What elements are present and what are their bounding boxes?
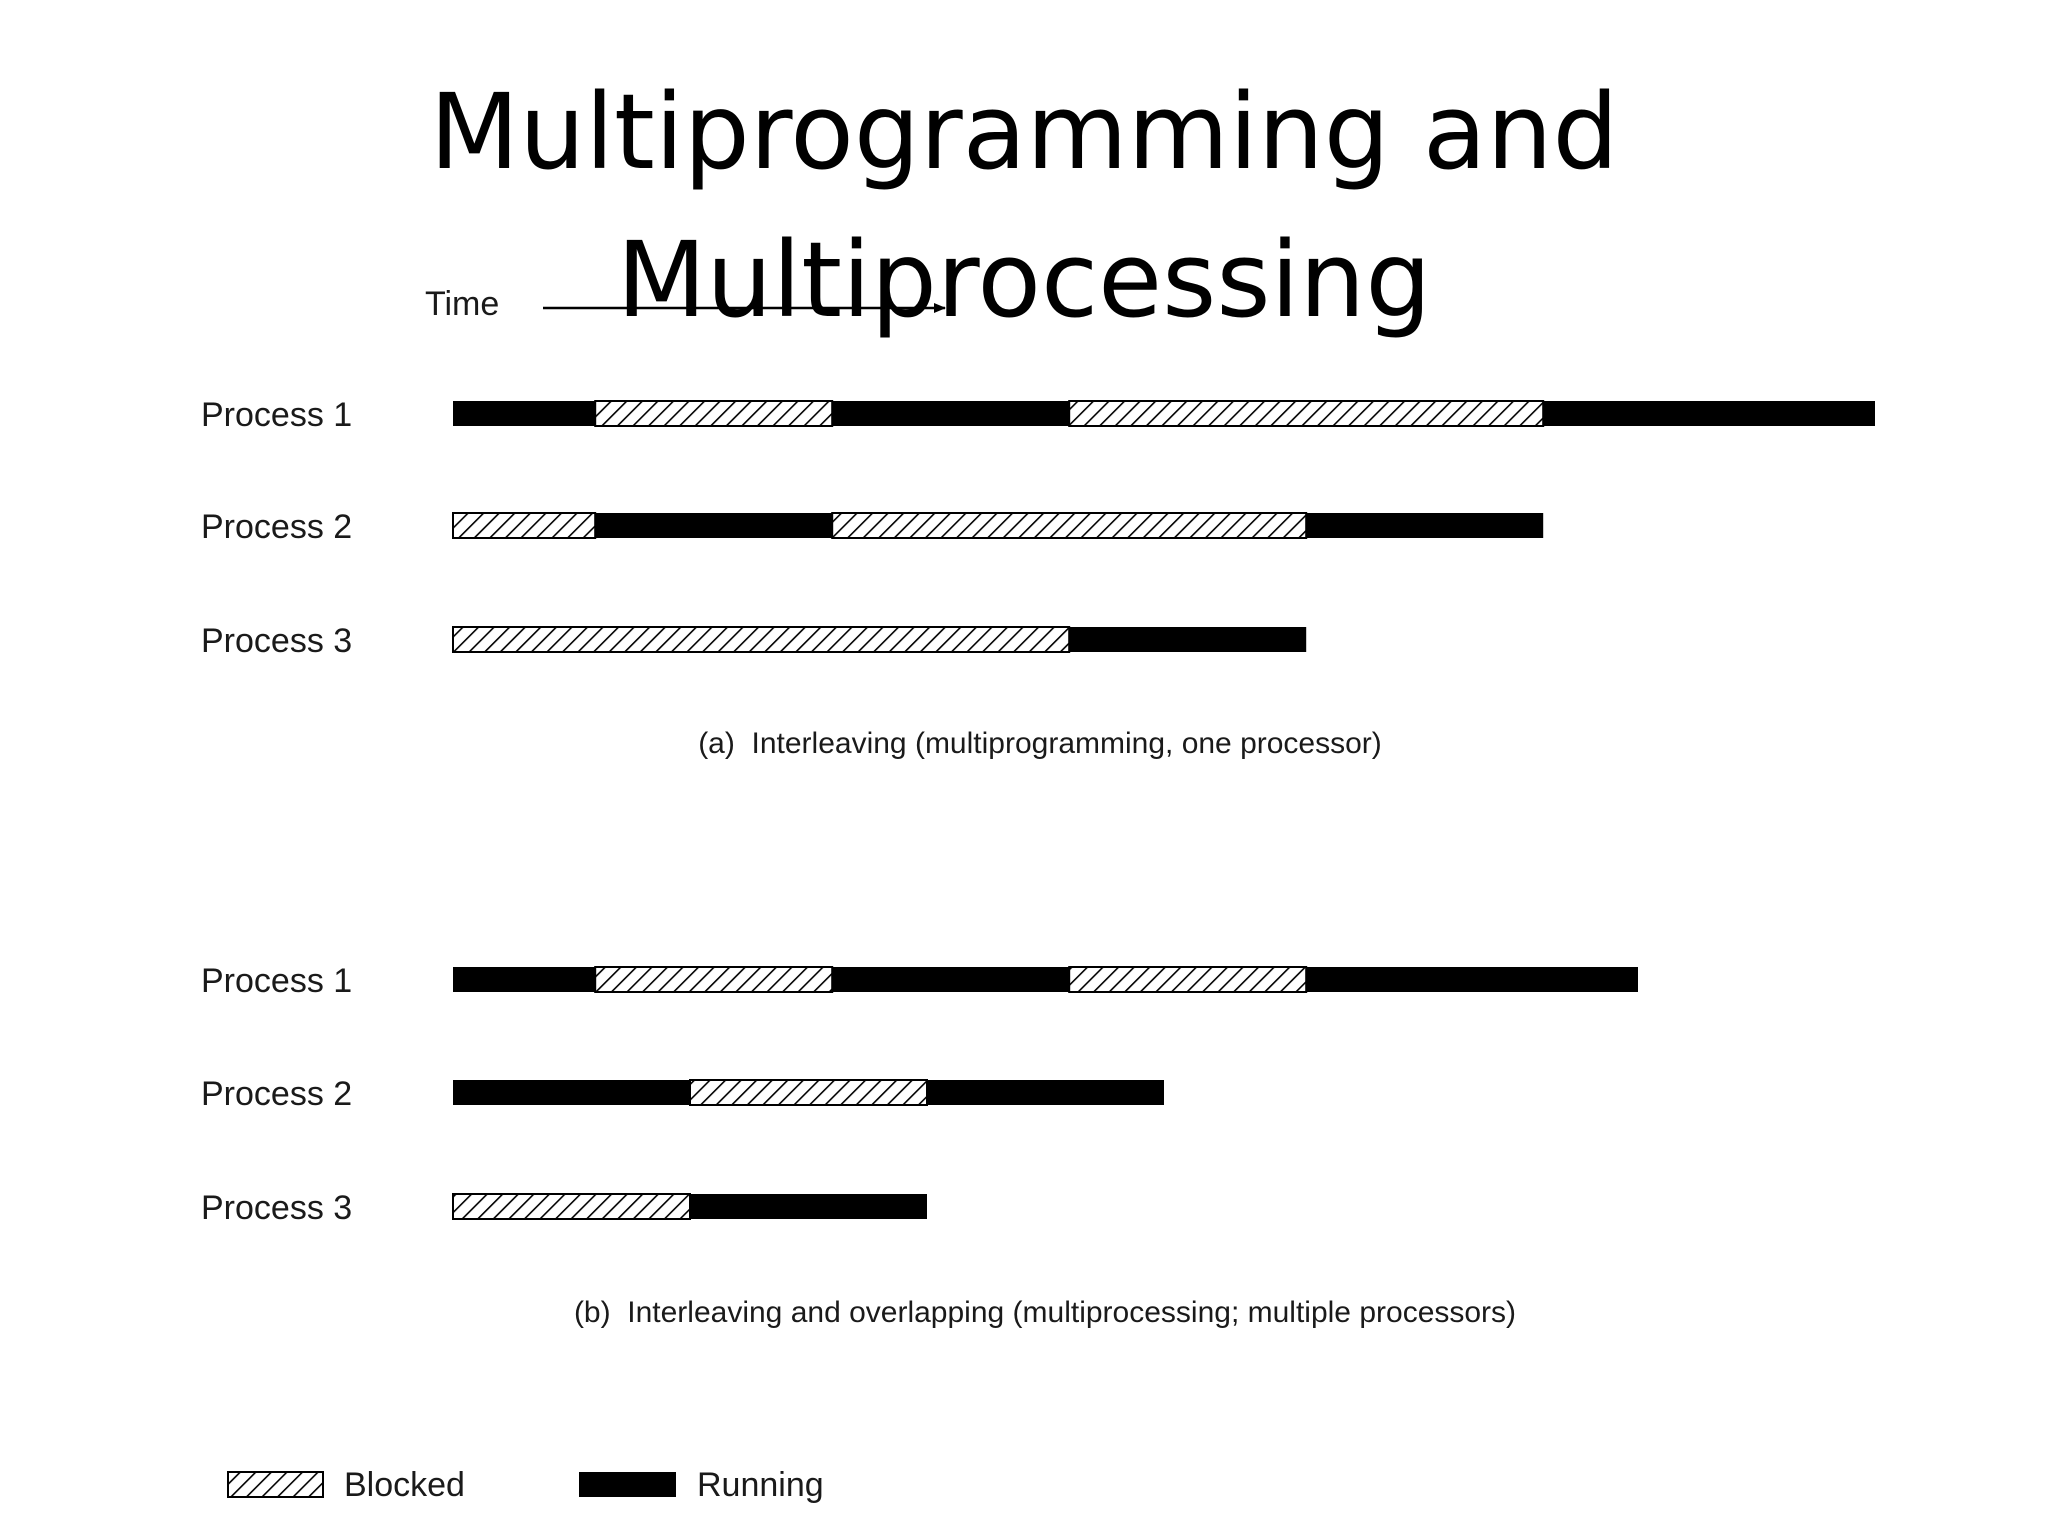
- process-label: Process 1: [201, 396, 353, 434]
- running-segment: [595, 513, 832, 538]
- panel-a-caption: (a) Interleaving (multiprogramming, one processor): [698, 727, 1382, 760]
- blocked-segment: [595, 401, 832, 426]
- running-segment: [832, 967, 1069, 992]
- legend-running-swatch: [579, 1472, 676, 1497]
- legend: [228, 1466, 824, 1504]
- running-segment: [453, 401, 595, 426]
- process-label: Process 2: [201, 508, 353, 546]
- running-segment: [1306, 967, 1638, 992]
- blocked-segment: [453, 513, 595, 538]
- blocked-segment: [1069, 401, 1543, 426]
- blocked-segment: [690, 1080, 927, 1105]
- blocked-segment: [1069, 967, 1306, 992]
- process-label: Process 2: [201, 1075, 353, 1113]
- running-segment: [690, 1194, 927, 1219]
- running-segment: [1543, 401, 1875, 426]
- panel-a: [201, 396, 1875, 760]
- running-segment: [453, 967, 595, 992]
- process-1-timeline-b: [453, 967, 1638, 992]
- slide-title: Multiprogramming and Multiprocessing: [429, 71, 1619, 341]
- legend-running-label: Running: [697, 1466, 824, 1504]
- process-2-timeline-a: [453, 513, 1543, 538]
- time-label: Time: [425, 285, 500, 323]
- blocked-segment: [832, 513, 1306, 538]
- process-label: Process 3: [201, 1189, 353, 1227]
- blocked-segment: [453, 627, 1069, 652]
- running-segment: [453, 1080, 690, 1105]
- blocked-segment: [595, 967, 832, 992]
- legend-blocked-label: Blocked: [344, 1466, 465, 1504]
- blocked-segment: [453, 1194, 690, 1219]
- legend-blocked-swatch: [228, 1472, 323, 1497]
- process-2-timeline-b: [453, 1080, 1164, 1105]
- process-label: Process 1: [201, 962, 353, 1000]
- process-1-timeline-a: [453, 401, 1875, 426]
- process-label: Process 3: [201, 622, 353, 660]
- panel-b: [201, 962, 1638, 1329]
- panel-b-caption: (b) Interleaving and overlapping (multiprocessing; multiple processors): [573, 1296, 1517, 1329]
- running-segment: [832, 401, 1069, 426]
- running-segment: [927, 1080, 1164, 1105]
- process-3-timeline-b: [453, 1194, 927, 1219]
- running-segment: [1306, 513, 1543, 538]
- running-segment: [1069, 627, 1306, 652]
- process-3-timeline-a: [453, 627, 1306, 652]
